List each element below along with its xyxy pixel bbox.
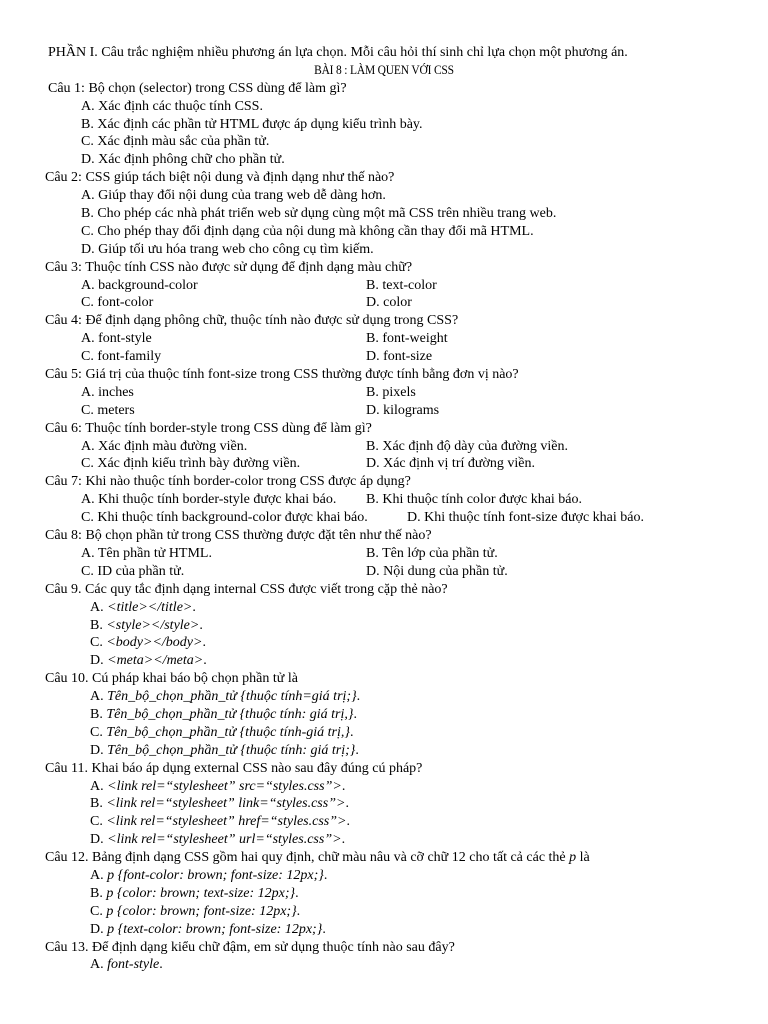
q10-letter-c: C. — [90, 724, 107, 740]
q1-option-d: D. Xác định phông chữ cho phần tử. — [81, 152, 285, 168]
q9-option-a — [0, 599, 768, 617]
q11-option-d-end: . — [341, 832, 346, 848]
q5-row-ab — [0, 384, 768, 402]
q10-option-b — [0, 706, 768, 724]
q10-option-d-end: . — [355, 742, 359, 758]
q11-option-d — [0, 831, 768, 849]
q10-option-c-text: Tên_bộ_chọn_phần_tử {thuộc tính-giá trị,} — [106, 724, 350, 740]
q3-option-a: A. background-color — [81, 277, 198, 293]
q11-option-b-end: . — [345, 796, 349, 812]
question-8: Câu 8: Bộ chọn phần tử trong CSS thường được đặt tên như thế nào? — [45, 528, 432, 544]
q7-row-cd — [0, 509, 768, 527]
q8-row-ab — [0, 545, 768, 563]
q4-row-cd — [0, 348, 768, 366]
q5-option-b: B. pixels — [366, 384, 416, 400]
q4-option-d: D. font-size — [366, 349, 433, 365]
q10-option-a-end: . — [356, 689, 361, 705]
q7-row-ab — [0, 491, 768, 509]
q10-letter-b: B. — [90, 706, 107, 722]
q9-option-d-end: . — [203, 653, 207, 669]
q12-option-d-end: . — [322, 921, 326, 937]
q12-question-tag: p — [569, 850, 577, 866]
q4-option-a: A. font-style — [81, 331, 152, 347]
q9-letter-d: D. — [90, 653, 108, 669]
q12-question-start: Câu 12. Bảng định dạng CSS gồm hai quy định, chữ màu nâu và cỡ chữ 12 cho tất cả các thẻ — [45, 850, 570, 866]
q5-option-d: D. kilograms — [366, 402, 440, 418]
q11-option-a-end: . — [341, 778, 346, 794]
q3-row-cd — [0, 294, 768, 312]
q12-question-end: là — [576, 850, 590, 866]
q12-option-a-end: . — [323, 867, 328, 883]
q11-option-a-text: <link rel=“stylesheet” src=“styles.css”> — [107, 778, 342, 794]
q1-option-a: A. Xác định các thuộc tính CSS. — [81, 98, 263, 114]
q11-letter-d: D. — [90, 832, 108, 848]
q3-row-ab — [0, 277, 768, 295]
q8-option-b: B. Tên lớp của phần tử. — [366, 545, 498, 561]
q9-option-c-text: <body></body> — [106, 635, 203, 651]
q11-option-d-text: <link rel=“stylesheet” url=“styles.css”> — [107, 832, 342, 848]
question-13: Câu 13. Để định dạng kiểu chữ đậm, em sử dụng thuộc tính nào sau đây? — [45, 939, 455, 955]
q10-option-d-text: Tên_bộ_chọn_phần_tử {thuộc tính: giá trị;} — [107, 742, 356, 758]
q4-option-b: B. font-weight — [366, 331, 448, 347]
q7-option-b: B. Khi thuộc tính color được khai báo. — [366, 492, 583, 508]
q2-option-b: B. Cho phép các nhà phát triển web sử dụng cùng một mã CSS trên nhiều trang web. — [81, 206, 557, 222]
q12-option-a — [0, 867, 768, 885]
q7-option-a: A. Khi thuộc tính border-style được khai báo. — [81, 492, 337, 508]
q4-row-ab — [0, 330, 768, 348]
q12-option-b-end: . — [295, 885, 299, 901]
q3-option-c: C. font-color — [81, 295, 154, 311]
q12-option-d — [0, 921, 768, 939]
q2-option-c: C. Cho phép thay đổi định dạng của nội dung mà không cần thay đổi mã HTML. — [81, 223, 534, 239]
q9-option-d-text: <meta></meta> — [107, 653, 204, 669]
question-10: Câu 10. Cú pháp khai báo bộ chọn phần tử là — [45, 671, 298, 687]
q5-option-c: C. meters — [81, 402, 135, 418]
q7-option-d: D. Khi thuộc tính font-size được khai báo. — [407, 510, 644, 526]
document-page — [0, 44, 768, 974]
q9-option-a-text: <title></title> — [107, 599, 193, 615]
q9-option-b-text: <style></style> — [106, 617, 200, 633]
q12-letter-c: C. — [90, 903, 107, 919]
q12-option-c — [0, 903, 768, 921]
question-2: Câu 2: CSS giúp tách biệt nội dung và định dạng như thế nào? — [45, 170, 395, 186]
part-heading: PHẦN I. Câu trắc nghiệm nhiều phương án lựa chọn. Mỗi câu hỏi thí sinh chỉ lựa chọn một phương án. — [48, 45, 628, 60]
q12-option-b-text: p {color: brown; text-size: 12px;} — [106, 885, 296, 901]
q10-option-a — [0, 688, 768, 706]
question-7: Câu 7: Khi nào thuộc tính border-color trong CSS được áp dụng? — [45, 474, 411, 490]
q8-option-d: D. Nội dung của phần tử. — [366, 563, 508, 579]
q12-option-a-text: p {font-color: brown; font-size: 12px;} — [107, 867, 324, 883]
lesson-title — [0, 62, 768, 80]
q12-option-d-text: p {text-color: brown; font-size: 12px;} — [107, 921, 323, 937]
q6-row-cd — [0, 455, 768, 473]
q10-option-d — [0, 742, 768, 760]
question-1: Câu 1: Bộ chọn (selector) trong CSS dùng để làm gì? — [48, 80, 347, 96]
q1-option-b: B. Xác định các phần tử HTML được áp dụng kiểu trình bày. — [81, 116, 423, 132]
q2-option-a: A. Giúp thay đổi nội dung của trang web dễ dàng hơn. — [81, 188, 386, 204]
question-3: Câu 3: Thuộc tính CSS nào được sử dụng để định dạng màu chữ? — [45, 259, 413, 275]
q11-option-b-text: <link rel=“stylesheet” link=“styles.css”> — [106, 796, 346, 812]
q12-option-c-end: . — [296, 903, 301, 919]
q10-letter-d: D. — [90, 742, 108, 758]
q9-option-a-end: . — [192, 599, 196, 615]
question-12 — [0, 849, 768, 867]
q5-option-a: A. inches — [81, 384, 134, 400]
q8-row-cd — [0, 563, 768, 581]
q10-option-c-end: . — [349, 724, 354, 740]
q2-option-d: D. Giúp tối ưu hóa trang web cho công cụ tìm kiếm. — [81, 241, 374, 257]
question-9: Câu 9. Các quy tắc định dạng internal CSS được viết trong cặp thẻ nào? — [45, 581, 448, 597]
q6-option-c: C. Xác định kiểu trình bày đường viền. — [81, 456, 301, 472]
q9-option-c — [0, 634, 768, 652]
q10-option-c — [0, 724, 768, 742]
q8-option-a: A. Tên phần tử HTML. — [81, 545, 212, 561]
q12-letter-a: A. — [90, 867, 108, 883]
q9-letter-b: B. — [90, 617, 107, 633]
q5-row-cd — [0, 402, 768, 420]
q6-option-d: D. Xác định vị trí đường viền. — [366, 456, 535, 472]
q10-option-b-text: Tên_bộ_chọn_phần_tử {thuộc tính: giá trị,} — [106, 706, 354, 722]
q11-option-c — [0, 813, 768, 831]
q12-letter-b: B. — [90, 885, 107, 901]
q3-option-b: B. text-color — [366, 277, 437, 293]
q12-letter-d: D. — [90, 921, 108, 937]
q8-option-c: C. ID của phần tử. — [81, 563, 185, 579]
question-5: Câu 5: Giá trị của thuộc tính font-size trong CSS thường được tính bằng đơn vị nào? — [45, 367, 519, 383]
q9-letter-a: A. — [90, 599, 108, 615]
q10-option-a-text: Tên_bộ_chọn_phần_tử {thuộc tính=giá trị;} — [107, 689, 357, 705]
q13-option-a — [0, 956, 768, 974]
q4-option-c: C. font-family — [81, 349, 162, 365]
q10-letter-a: A. — [90, 689, 108, 705]
question-6: Câu 6: Thuộc tính border-style trong CSS dùng để làm gì? — [45, 420, 372, 436]
q11-option-c-end: . — [346, 814, 350, 830]
q7-option-c: C. Khi thuộc tính background-color được khai báo. — [81, 510, 368, 526]
q9-option-c-end: . — [202, 635, 206, 651]
q13-option-a-text: font-style — [107, 957, 160, 973]
q11-option-c-text: <link rel=“stylesheet” href=“styles.css”> — [106, 814, 347, 830]
q9-option-b — [0, 617, 768, 635]
q11-letter-c: C. — [90, 814, 107, 830]
q11-letter-b: B. — [90, 796, 107, 812]
question-4: Câu 4: Để định dạng phông chữ, thuộc tính nào được sử dụng trong CSS? — [45, 313, 459, 329]
q11-option-b — [0, 795, 768, 813]
q11-letter-a: A. — [90, 778, 108, 794]
q6-option-a: A. Xác định màu đường viền. — [81, 438, 248, 454]
q13-option-a-end: . — [159, 957, 163, 973]
lesson-title-text: BÀI 8 : LÀM QUEN VỚI CSS — [314, 62, 454, 77]
q6-row-ab — [0, 438, 768, 456]
q9-option-d — [0, 652, 768, 670]
q11-option-a — [0, 778, 768, 796]
question-11: Câu 11. Khai báo áp dụng external CSS nào sau đây đúng cú pháp? — [45, 760, 423, 776]
q3-option-d: D. color — [366, 295, 412, 311]
q12-option-c-text: p {color: brown; font-size: 12px;} — [106, 903, 297, 919]
q9-letter-c: C. — [90, 635, 107, 651]
q1-option-c: C. Xác định màu sắc của phần tử. — [81, 134, 270, 150]
q12-option-b — [0, 885, 768, 903]
q10-option-b-end: . — [353, 706, 357, 722]
q9-option-b-end: . — [199, 617, 203, 633]
q6-option-b: B. Xác định độ dày của đường viền. — [366, 438, 569, 454]
q13-letter-a: A. — [90, 957, 108, 973]
